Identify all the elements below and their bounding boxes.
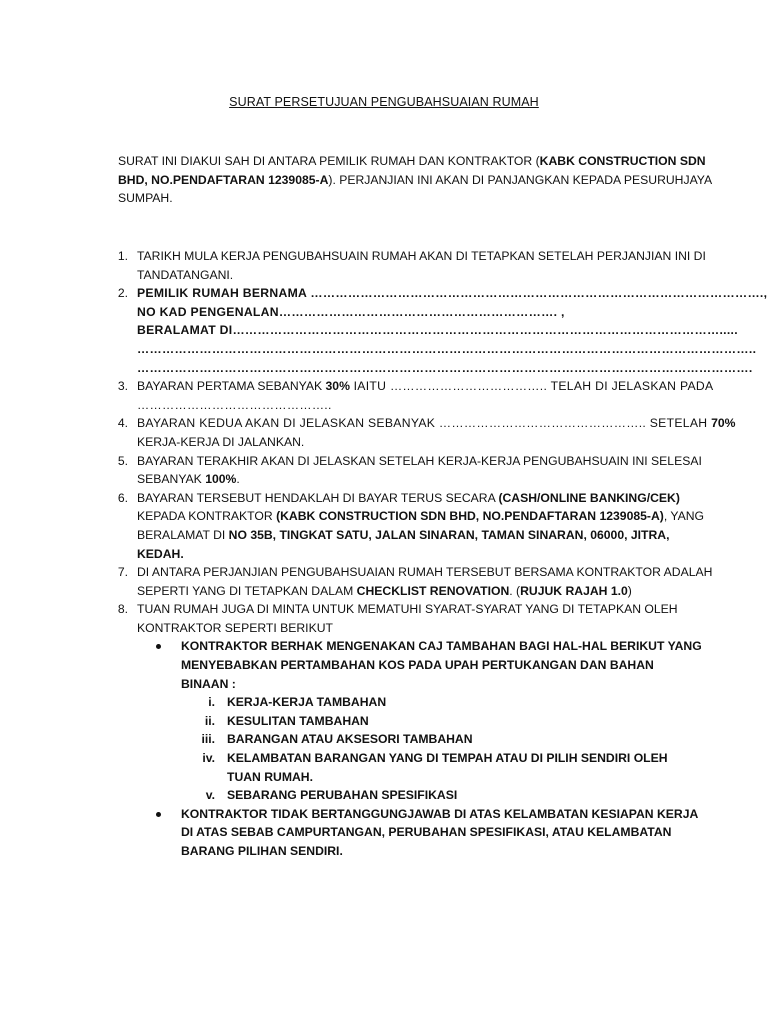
term-number: 2.: [117, 286, 128, 301]
first-payment-date-field[interactable]: ………………………………………..: [137, 397, 332, 412]
contractor-address-state: KEDAH.: [137, 546, 184, 561]
extra-charge-item: iv. KELAMBATAN BARANGAN YANG DI TEMPAH ATAU DI PILIH SENDIRI OLEH TUAN RUMAH.: [202, 751, 668, 784]
payment-methods: (CASH/ONLINE BANKING/CEK): [498, 490, 680, 505]
term-number: 7.: [117, 565, 128, 580]
contractor-registration: BHD, NO.PENDAFTARAN 1239085-A: [118, 172, 329, 187]
extra-charge-item: v. SEBARANG PERUBAHAN SPESIFIKASI: [205, 788, 458, 803]
term-item-5: 5. BAYARAN TERAKHIR AKAN DI JELASKAN SETELAH KERJA-KERJA PENGUBAHSUAIN INI SELESAI SEBANYAK 100%.: [108, 452, 690, 489]
figure-reference: RUJUK RAJAH 1.0: [520, 583, 628, 598]
term-number: 1.: [117, 249, 128, 263]
conditions-list: [137, 637, 702, 860]
condition-item-2: KONTRAKTOR TIDAK BERTANGGUNGJAWAB DI ATAS KELAMBATAN KESIAPAN KERJA DI ATAS SEBAB CAMPURTANGAN, PERUBAHAN SPESIFIKASI, ATAU KELAMBATAN BARANG PILIHAN SENDIRI.: [137, 805, 690, 861]
extra-charges-list: [181, 693, 690, 805]
extra-charge-item: iii. BARANGAN ATAU AKSESORI TAMBAHAN: [201, 732, 473, 747]
extra-charge-item: i. KERJA-KERJA TAMBAHAN: [208, 695, 387, 710]
owner-name-field[interactable]: PEMILIK RUMAH BERNAMA ……………………………………………………………………………………………….,: [137, 286, 768, 301]
term-item-8: 8. TUAN RUMAH JUGA DI MINTA UNTUK MEMATUHI SYARAT-SYARAT YANG DI TETAPKAN OLEH KONTRAKTOR SEPERTI BERIKUT KONTRAKTOR BERHAK MENGENAKAN CAJ TAMBAHAN BAGI HAL-HAL BERIKUT YANG MENYEBABKAN PERTAMBAHAN KOS PADA UPAH PERTUKANGAN DAN BAHAN BINAAN : i. KERJA-KERJA TAMBAHAN ii. KESULITAN TAMBAHAN iii. BARANGAN ATAU AKSESORI TAMBAHAN iv. KELAMBATAN BARANGAN YANG DI TEMPAH ATAU DI PILIH SENDIRI OLEH TUAN RUMAH. v. SEBARANG PERUBAHAN SPESIFIKASI KONTRAKTOR TIDAK BERTANGGUNGJAWAB DI ATAS KELAMBATAN KESIAPAN KERJA DI ATAS SEBAB CAMPURTANGAN, PERUBAHAN SPESIFIKASI, ATAU KELAMBATAN BARANG PILIHAN SENDIRI.: [108, 600, 690, 860]
term-item-2: [108, 284, 768, 377]
checklist-renovation: CHECKLIST RENOVATION: [356, 583, 510, 598]
bullet-dot-icon: [156, 812, 161, 817]
final-payment-percent: 100%: [205, 472, 237, 487]
address-field-line-2[interactable]: …………………………………………………………………………………………………………………………………..: [137, 341, 757, 356]
extra-charge-item: ii. KESULITAN TAMBAHAN: [204, 713, 369, 728]
document-title: SURAT PERSETUJUAN PENGUBAHSUAIAN RUMAH: [229, 95, 539, 109]
first-payment-amount-field[interactable]: IAITU ……………………………….. TELAH DI JELASKAN PADA: [349, 379, 714, 394]
contractor-address: NO 35B, TINGKAT SATU, JALAN SINARAN, TAMAN SINARAN, 06000, JITRA,: [228, 527, 670, 542]
contractor-details: (KABK CONSTRUCTION SDN BHD, NO.PENDAFTARAN 1239085-A): [276, 509, 664, 524]
term-item-4: 4. BAYARAN KEDUA AKAN DI JELASKAN SEBANYAK ………………………………………….. SETELAH 70% KERJA-KERJA DI JALANKAN.: [108, 414, 690, 451]
contractor-name: KABK CONSTRUCTION SDN: [539, 154, 706, 168]
ic-number-field[interactable]: NO KAD PENGENALAN…………………………………………………………. ,: [137, 304, 565, 319]
term-number: 5.: [117, 453, 128, 468]
first-payment-percent: 30%: [325, 379, 350, 394]
term-item-6: 6. BAYARAN TERSEBUT HENDAKLAH DI BAYAR TERUS SECARA (CASH/ONLINE BANKING/CEK) KEPADA KONTRAKTOR (KABK CONSTRUCTION SDN BHD, NO.PENDAFTARAN 1239085-A), YANG BERALAMAT DI NO 35B, TINGKAT SATU, JALAN SINARAN, TAMAN SINARAN, 06000, JITRA, KEDAH.: [108, 489, 690, 563]
terms-list: [108, 247, 768, 861]
term-item-7: 7. DI ANTARA PERJANJIAN PENGUBAHSUAIAN RUMAH TERSEBUT BERSAMA KONTRAKTOR ADALAH SEPERTI YANG DI TETAPKAN DALAM CHECKLIST RENOVATION. (RUJUK RAJAH 1.0): [108, 563, 690, 600]
second-payment-amount-field[interactable]: BAYARAN KEDUA AKAN DI JELASKAN SEBANYAK ………………………………………….. SETELAH: [137, 416, 712, 431]
term-number: 6.: [117, 490, 128, 505]
term-item-3: 3. BAYARAN PERTAMA SEBANYAK 30% IAITU ……………………………….. TELAH DI JELASKAN PADA ………………………………………..: [108, 377, 690, 414]
condition-item-1: KONTRAKTOR BERHAK MENGENAKAN CAJ TAMBAHAN BAGI HAL-HAL BERIKUT YANG MENYEBABKAN PERTAMBAHAN KOS PADA UPAH PERTUKANGAN DAN BAHAN BINAAN : i. KERJA-KERJA TAMBAHAN ii. KESULITAN TAMBAHAN iii. BARANGAN ATAU AKSESORI TAMBAHAN iv. KELAMBATAN BARANGAN YANG DI TEMPAH ATAU DI PILIH SENDIRI OLEH TUAN RUMAH. v. SEBARANG PERUBAHAN SPESIFIKASI: [137, 637, 690, 804]
address-field-line-3[interactable]: ………………………………………………………………………………………………………………………………….: [137, 360, 753, 375]
term-number: 3.: [117, 379, 128, 394]
term-item-1: 1. TARIKH MULA KERJA PENGUBAHSUAIN RUMAH AKAN DI TETAPKAN SETELAH PERJANJIAN INI DI TANDATANGANI.: [108, 247, 690, 284]
second-payment-percent: 70%: [711, 416, 736, 431]
term-number: 4.: [117, 416, 128, 431]
bullet-dot-icon: [156, 644, 161, 649]
intro-line-2: BHD, NO.PENDAFTARAN 1239085-A). PERJANJIAN INI AKAN DI PANJANGKAN KEPADA PESURUHJAYA: [118, 172, 713, 187]
term-number: 8.: [117, 602, 128, 617]
intro-paragraph: [118, 152, 713, 208]
address-field[interactable]: BERALAMAT DI……………………………………………………………………………………………………….....: [137, 323, 738, 338]
intro-line-1: SURAT INI DIAKUI SAH DI ANTARA PEMILIK RUMAH DAN KONTRAKTOR (KABK CONSTRUCTION SDN: [118, 154, 706, 168]
intro-line-3: SUMPAH.: [118, 191, 173, 206]
